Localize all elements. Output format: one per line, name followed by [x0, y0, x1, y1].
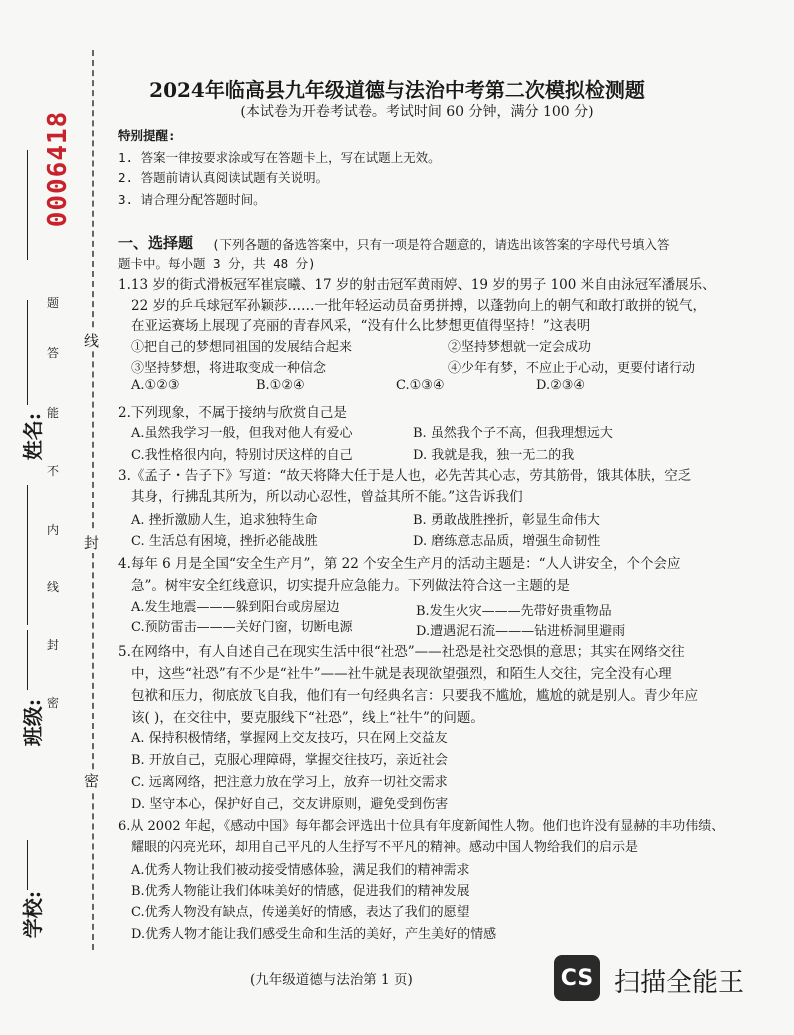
serial-number — [40, 110, 76, 228]
question-1-option-a: A.①②③ — [131, 378, 180, 393]
question-6-option-a: A.优秀人物让我们被动接受情感体验，满足我们的精神需求 — [131, 863, 470, 878]
seal-line — [92, 50, 94, 950]
question-1-option-d: D.②③④ — [536, 378, 586, 393]
name-blank-upper — [27, 300, 29, 405]
name-blank — [27, 485, 29, 625]
warning-char: 封 — [47, 638, 60, 652]
question-1-statement: ④少年有梦，不应止于心动，更要付诸行动 — [448, 361, 696, 376]
question-1-statement: ③坚持梦想，将进取变成一种信念 — [131, 361, 327, 376]
question-3-text: 其身，行拂乱其所为，所以动心忍性，曾益其所不能。”这告诉我们 — [131, 489, 523, 505]
question-3-option-c: C. 生活总有困境，挫折必能战胜 — [131, 534, 318, 549]
question-4-option-c: C.预防雷击———关好门窗，切断电源 — [131, 620, 353, 635]
note-item: 3. 请合理分配答题时间。 — [118, 192, 266, 207]
camscanner-app-name: 扫描全能王 — [614, 968, 745, 998]
question-3-option-a: A. 挫折激励人生，追求独特生命 — [131, 513, 318, 528]
note-item: 1. 答案一律按要求涂或写在答题卡上，写在试题上无效。 — [118, 150, 441, 165]
question-6-option-c: C.优秀人物没有缺点，传递美好的情感，表达了我们的愿望 — [131, 905, 470, 920]
camscanner-logo-letters: CS — [560, 965, 594, 991]
school-blank — [27, 840, 29, 890]
question-1-option-c: C.①③④ — [396, 378, 445, 393]
question-5-option-a: A. 保持积极情绪，掌握网上交友技巧，只在网上交益友 — [131, 731, 448, 746]
question-5-option-c: C. 远离网络，把注意力放在学习上，放弃一切社交需求 — [131, 775, 448, 790]
seal-mark-secret: 密 — [84, 772, 100, 790]
page-footer: (九年级道德与法治第 1 页) — [250, 972, 413, 988]
section-note: 题卡中。每小题 3 分，共 48 分) — [118, 256, 316, 271]
question-5-option-b: B. 开放自己，克服心理障碍，掌握交往技巧，亲近社会 — [131, 753, 448, 768]
note-item: 2. 答题前请认真阅读试题有关说明。 — [118, 170, 329, 185]
seal-mark-seal: 封 — [84, 534, 100, 552]
question-4-option-b: B.发生火灾———先带好贵重物品 — [416, 604, 612, 619]
class-label: 班级: — [21, 698, 46, 747]
serial-number-text: 0006418 — [43, 110, 73, 228]
question-5-text: 该( )，在交往中，要克服线下“社恐”，线上“社牛”的问题。 — [131, 710, 484, 726]
school-label: 学校: — [21, 890, 46, 939]
section-note: (下列各题的备选答案中，只有一项是符合题意的，请选出该答案的字母代号填入答 — [212, 237, 670, 252]
question-3-option-d: D. 磨练意志品质，增强生命韧性 — [413, 534, 601, 549]
question-1-statement: ①把自己的梦想同祖国的发展结合起来 — [131, 340, 353, 355]
name-label: 姓名: — [21, 412, 46, 461]
question-6-option-b: B.优秀人物能让我们体味美好的情感，促进我们的精神发展 — [131, 884, 470, 899]
question-1-text: 1.13 岁的街式滑板冠军崔宸曦、17 岁的射击冠军黄雨婷、19 岁的男子 100 米自由泳冠军潘展乐、 — [118, 277, 716, 293]
question-4-option-d: D.遭遇泥石流———钻进桥洞里避雨 — [416, 624, 626, 639]
warning-char: 密 — [47, 696, 60, 710]
question-2-text: 2.下列现象，不属于接纳与欣赏自己是 — [118, 405, 347, 421]
warning-char: 线 — [47, 580, 60, 594]
warning-char: 能 — [47, 406, 60, 420]
question-2-option-a: A.虽然我学习一般，但我对他人有爱心 — [131, 426, 353, 441]
class-blank — [27, 630, 29, 690]
question-2-option-d: D. 我就是我，独一无二的我 — [413, 448, 575, 463]
section-title: 一、选择题 — [118, 234, 194, 252]
question-4-option-a: A.发生地震———躲到阳台或房屋边 — [131, 600, 340, 615]
question-5-option-d: D. 坚守本心，保护好自己，交友讲原则，避免受到伤害 — [131, 797, 449, 812]
page-subtitle: (本试卷为开卷考试卷。考试时间 60 分钟，满分 100 分) — [240, 104, 594, 120]
warning-char: 题 — [47, 296, 60, 310]
warning-char: 不 — [47, 464, 60, 478]
question-5-text: 5.在网络中，有人自述自己在现实生活中很“社恐”——社恐是社交恐惧的意思；其实在网络交往 — [118, 644, 685, 660]
question-1-text: 22 岁的乒乓球冠军孙颖莎……一批年轻运动员奋勇拼搏，以蓬勃向上的朝气和敢打敢拼的锐气， — [131, 298, 706, 314]
top-blank — [27, 150, 29, 260]
question-4-text: 4.每年 6 月是全国“安全生产月”，第 22 个安全生产月的活动主题是：“人人讲安全，个个会应 — [118, 556, 681, 572]
warning-char: 内 — [47, 523, 60, 537]
question-6-text: 6.从 2002 年起，《感动中国》每年都会评选出十位具有年度新闻性人物。他们也许没有显赫的丰功伟绩、 — [118, 819, 725, 834]
question-5-text: 包袱和压力，彻底放飞自我，他们有一句经典名言：只要我不尴尬，尴尬的就是别人。青少年应 — [131, 688, 698, 704]
notes-heading: 特别提醒: — [118, 128, 176, 143]
question-2-option-b: B. 虽然我个子不高，但我理想远大 — [413, 426, 613, 441]
question-6-text: 耀眼的闪亮光环，却用自己平凡的人生抒写不平凡的精神。感动中国人物给我们的启示是 — [131, 840, 639, 855]
question-1-statement: ②坚持梦想就一定会成功 — [448, 340, 592, 355]
question-6-option-d: D.优秀人物才能让我们感受生命和生活的美好，产生美好的情感 — [131, 927, 497, 942]
page-title: 2024年临高县九年级道德与法治中考第二次模拟检测题 — [149, 78, 645, 102]
question-3-text: 3.《孟子・告子下》写道：“故天将降大任于是人也，必先苦其心志，劳其筋骨，饿其体肤，空乏 — [118, 468, 692, 484]
question-3-option-b: B. 勇敢战胜挫折，彰显生命伟大 — [413, 513, 600, 528]
question-5-text: 中，这些“社恐”有不少是“社牛”——社牛就是表现欲望强烈，和陌生人交往，完全没有心理 — [131, 666, 672, 682]
seal-mark-line: 线 — [84, 332, 100, 350]
question-1-option-b: B.①②④ — [256, 378, 305, 393]
question-4-text: 急”。树牢安全红线意识，切实提升应急能力。下列做法符合这一主题的是 — [131, 578, 570, 594]
warning-char: 答 — [47, 346, 60, 360]
question-2-option-c: C.我性格很内向，特别讨厌这样的自己 — [131, 448, 353, 463]
question-1-text: 在亚运赛场上展现了亮丽的青春风采，“没有什么比梦想更值得坚持！”这表明 — [131, 318, 591, 334]
camscanner-logo — [554, 955, 600, 1001]
